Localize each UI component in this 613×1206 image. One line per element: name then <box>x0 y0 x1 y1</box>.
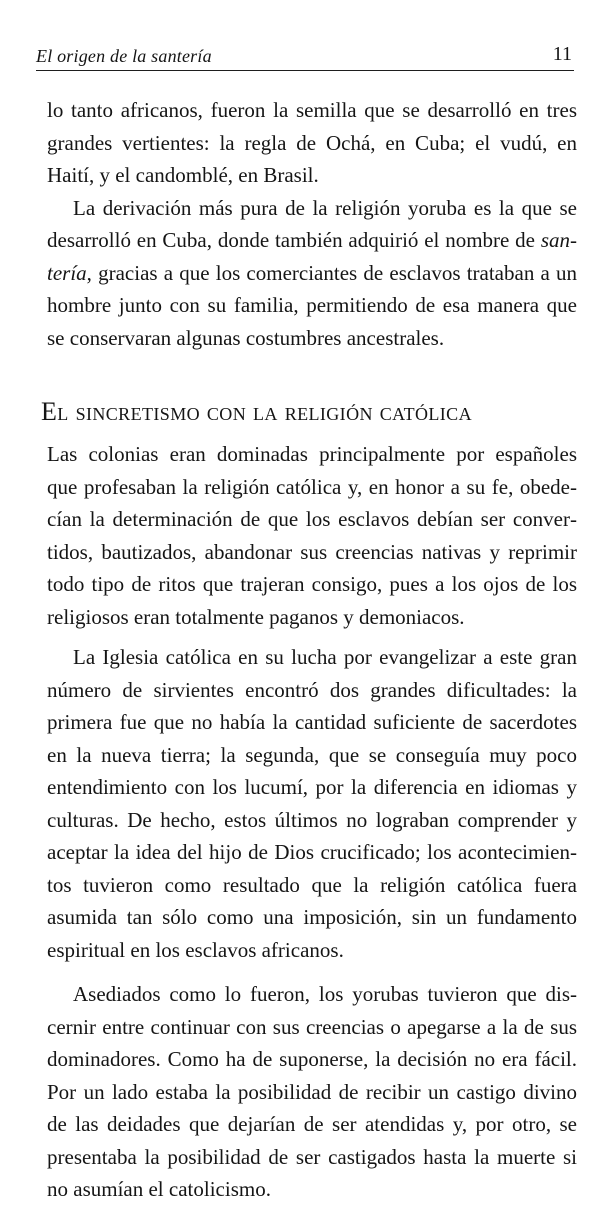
body-text <box>41 94 577 1206</box>
paragraph-text-after: , gracias a que los comerciantes de esclavos trataban a un hombre junto con su familia, permitiendo de esa manera que se conservaran algunas costumbres ancestrales. <box>47 260 577 350</box>
paragraph-santeria <box>47 192 577 355</box>
italic-term: santería <box>47 228 577 285</box>
paragraph-continuation: lo tanto africanos, fueron la semilla que se desarrolló en tres grandes vertientes: la regla de Ochá, en Cuba; el vudú, en Haití, y el candomblé, en Brasil. <box>47 98 577 187</box>
page-number: 11 <box>552 43 572 65</box>
section-paragraph: Asediados como lo fueron, los yorubas tuvieron que discernir entre continuar con sus creencias o apegarse a la de sus dominadores. Como ha de suponerse, la decisión no era fácil. Por un lado estaba la posibilidad de recibir un castigo divino de las deidades que dejarían de ser atendidas y, por otro, se presentaba la posibilidad de ser castigados hasta la muerte si no asumían el catolicismo. <box>47 982 577 1201</box>
header-rule <box>36 70 574 71</box>
running-title: El origen de la santería <box>36 46 212 66</box>
section-heading: El sincretismo con la religión católica <box>41 397 472 426</box>
section-paragraph: La Iglesia católica en su lucha por evangelizar a este gran número de sirvientes encontró dos grandes dificultades: la primera fue que no había la cantidad suficiente de sacerdotes en la nueva tierra; la segunda, que se conseguía muy poco entendimiento con los lucumí, por la diferencia en idiomas y culturas. De hecho, estos últimos no lograban comprender y aceptar la idea del hijo de Dios crucificado; los acontecimientos tuvieron como resultado que la religión católica fuera asumida tan sólo como una imposición, sin un fundamento espiritual en los esclavos africanos. <box>47 645 577 962</box>
paragraph-text-before: La derivación más pura de la religión yoruba es la que se desarrolló en Cuba, donde también adquirió el nombre de <box>47 195 577 252</box>
section-paragraph: Las colonias eran dominadas principalmente por españoles que profesaban la religión católica y, en honor a su fe, obedecían la determinación de que los esclavos debían ser convertidos, bautizados, abandonar sus creencias nativas y reprimir todo tipo de ritos que trajeran consigo, pues a los ojos de los religiosos eran totalmente paganos y demoniacos. <box>47 442 577 629</box>
running-header <box>36 42 574 72</box>
